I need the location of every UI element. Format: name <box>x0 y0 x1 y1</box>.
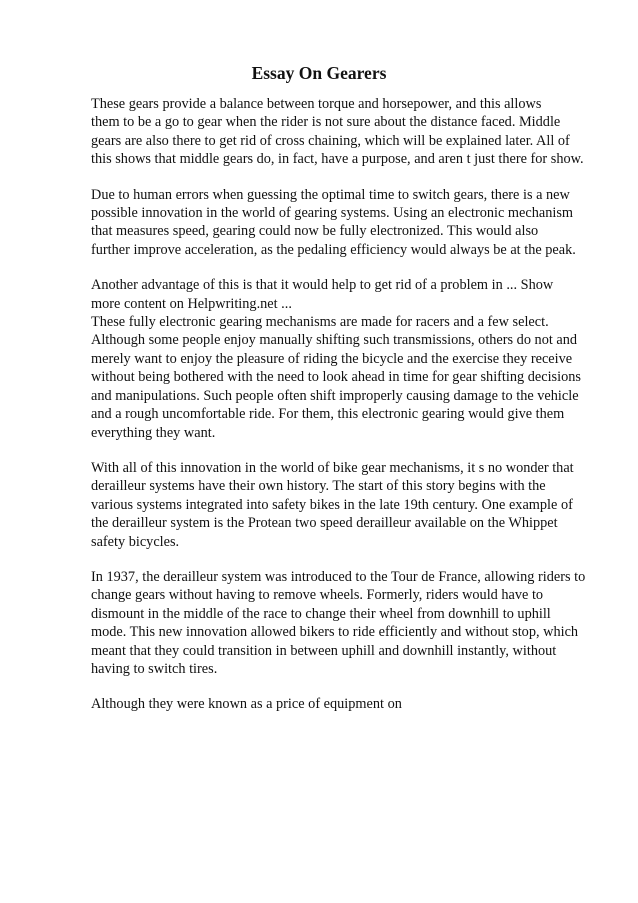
paragraph-line: Due to human errors when guessing the optimal time to switch gears, there is a new <box>91 186 570 203</box>
paragraph-line: the derailleur system is the Protean two speed derailleur available on the Whippet <box>91 515 558 532</box>
paragraph-line: that measures speed, gearing could now be fully electronized. This would also <box>91 223 539 240</box>
paragraph-line: more content on Helpwriting.net ... <box>91 295 292 312</box>
paragraph-line: further improve acceleration, as the pedaling efficiency would always be at the peak. <box>91 241 576 258</box>
paragraph <box>91 695 611 713</box>
paragraph-line: change gears without having to remove wheels. Formerly, riders would have to <box>91 587 544 604</box>
paragraph-line: Although some people enjoy manually shifting such transmissions, others do not and <box>91 332 578 349</box>
paragraph <box>91 95 611 169</box>
paragraph-line: With all of this innovation in the world of bike gear mechanisms, it s no wonder that <box>91 459 574 476</box>
paragraph-line: this shows that middle gears do, in fact, have a purpose, and aren t just there for show. <box>91 151 584 168</box>
paragraph <box>91 186 611 260</box>
paragraph-line: These fully electronic gearing mechanisms are made for racers and a few select. <box>91 314 549 331</box>
paragraph-line: and manipulations. Such people often shift improperly causing damage to the vehicle <box>91 387 579 404</box>
paragraph-line: Although they were known as a price of equipment on <box>91 696 402 713</box>
paragraph <box>91 459 611 551</box>
paragraph-line: These gears provide a balance between torque and horsepower, and this allows <box>91 96 542 112</box>
paragraph-line: Another advantage of this is that it would help to get rid of a problem in ... Show <box>91 277 554 294</box>
paragraph-line: dismount in the middle of the race to change their wheel from downhill to uphill <box>91 605 551 622</box>
paragraph-line: mode. This new innovation allowed bikers to ride efficiently and without stop, which <box>91 624 579 641</box>
paragraph-line: safety bicycles. <box>91 533 180 550</box>
paragraph <box>91 568 611 678</box>
paragraph <box>91 276 611 442</box>
paragraph-line: and a rough uncomfortable ride. For them, this electronic gearing would give them <box>91 406 565 423</box>
paragraph-line: having to switch tires. <box>91 660 218 677</box>
paragraph-line: without being bothered with the need to look ahead in time for gear shifting decisions <box>91 369 581 386</box>
paragraph-line: In 1937, the derailleur system was introduced to the Tour de France, allowing riders to <box>91 568 586 585</box>
paragraph-line: everything they want. <box>91 424 216 441</box>
document-title: Essay On Gearers <box>251 63 387 83</box>
paragraph-line: possible innovation in the world of gearing systems. Using an electronic mechanism <box>91 205 574 222</box>
paragraph-line: merely want to enjoy the pleasure of riding the bicycle and the exercise they receive <box>91 350 573 367</box>
paragraph-line: them to be a go to gear when the rider is not sure about the distance faced. Middle <box>91 114 561 131</box>
paragraph-line: gears are also there to get rid of cross chaining, which will be explained later. All of <box>91 132 570 149</box>
paragraph-line: derailleur systems have their own history. The start of this story begins with the <box>91 478 546 495</box>
document-body <box>91 95 611 731</box>
paragraph-line: meant that they could transition in between uphill and downhill instantly, without <box>91 642 557 659</box>
paragraph-line: various systems integrated into safety bikes in the late 19th century. One example of <box>91 496 573 513</box>
